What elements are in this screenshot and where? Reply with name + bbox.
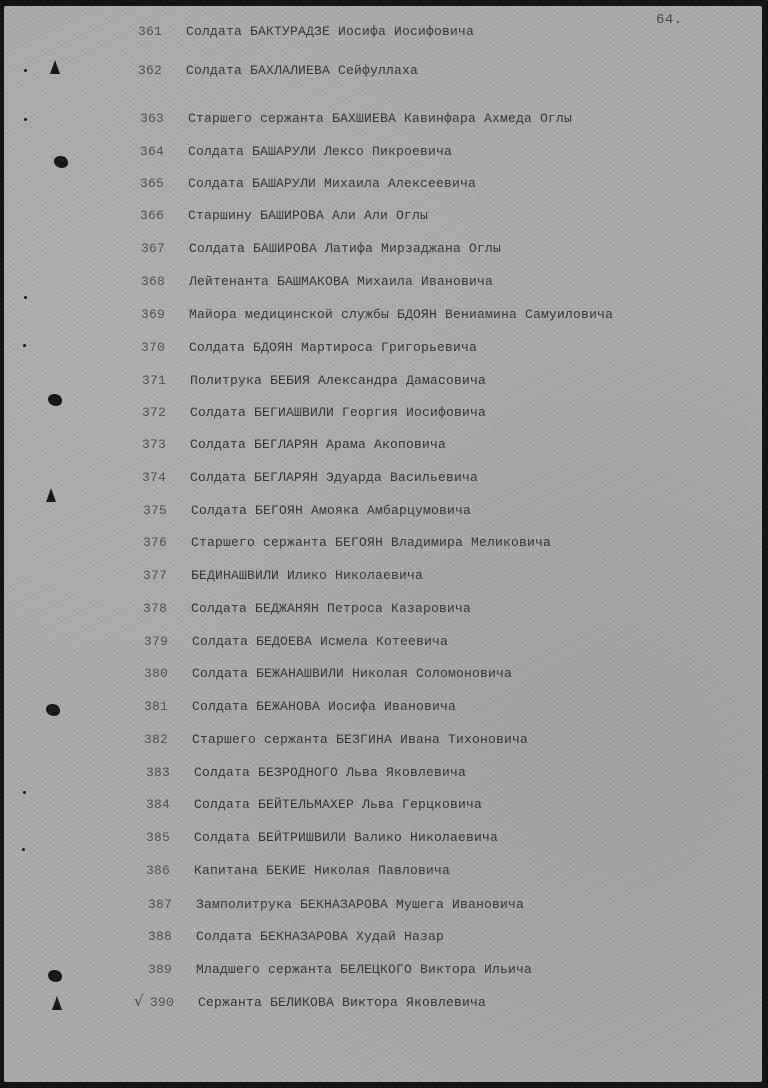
entry-number: 371 [142, 373, 167, 388]
entry-number: 374 [142, 470, 167, 485]
checkmark-margin-icon: √ [134, 992, 144, 1010]
paper-speck [24, 69, 27, 72]
list-entry [141, 340, 477, 355]
entry-number: 364 [140, 144, 165, 159]
list-entry [142, 373, 486, 388]
list-entry [138, 24, 474, 39]
entry-number: 365 [140, 176, 165, 191]
entry-number: 363 [140, 111, 165, 126]
list-entry [141, 241, 501, 256]
entry-number: 388 [148, 929, 173, 944]
entry-number: 376 [143, 535, 168, 550]
paper-speck [24, 296, 27, 299]
entry-number: 372 [142, 405, 167, 420]
entry-text: Лейтенанта БАШМАКОВА Михаила Ивановича [189, 274, 494, 289]
list-entry [146, 830, 498, 845]
page-number: 64. [656, 12, 683, 28]
entry-text: Солдата БАКТУРАДЗЕ Иосифа Иосифовича [186, 24, 475, 39]
entry-text: Солдата БЕДЖАНЯН Петроса Казаровича [191, 601, 472, 616]
list-entry [143, 601, 471, 616]
entry-text: Старшего сержанта БЕГОЯН Владимира Меликовича [191, 535, 552, 550]
entry-number: 387 [148, 897, 173, 912]
paper-speck [24, 118, 27, 121]
entry-text: Солдата БЕЖАНАШВИЛИ Николая Соломоновича [192, 666, 513, 681]
entry-text: Политрука БЕБИЯ Александра Дамасовича [190, 373, 487, 388]
entry-text: Солдата БЕГЛАРЯН Эдуарда Васильевича [190, 470, 479, 485]
entry-number: 383 [146, 765, 171, 780]
list-entry [140, 111, 572, 126]
list-entry [140, 176, 476, 191]
entry-text: Солдата БЕЙТРИШВИЛИ Валико Николаевича [194, 830, 499, 845]
entry-number: 361 [138, 24, 163, 39]
entry-text: Солдата БДОЯН Мартироса Григорьевича [189, 340, 478, 355]
punch-hole [48, 970, 62, 982]
punch-hole [48, 394, 62, 406]
list-entry [146, 797, 482, 812]
entry-number: 362 [138, 63, 163, 78]
entry-number: 368 [141, 274, 166, 289]
entry-number: 384 [146, 797, 171, 812]
entry-text: Солдата БЕЙТЕЛЬМАХЕР Льва Герцковича [194, 797, 483, 812]
entry-number: 382 [144, 732, 169, 747]
list-entry [138, 63, 418, 78]
entry-text: Солдата БАШИРОВА Латифа Мирзаджана Оглы [189, 241, 502, 256]
list-entry [144, 699, 456, 714]
list-entry [143, 535, 551, 550]
staple-hole-mark [52, 996, 62, 1010]
entry-number: 380 [144, 666, 169, 681]
entry-text: Майора медицинской службы БДОЯН Вениамина Самуиловича [189, 307, 614, 322]
entry-text: Старшину БАШИРОВА Али Али Оглы [188, 208, 429, 223]
entry-text: Солдата БЕДОЕВА Исмела Котеевича [192, 634, 449, 649]
entry-number: 379 [144, 634, 169, 649]
entry-number: 369 [141, 307, 166, 322]
entry-text: Младшего сержанта БЕЛЕЦКОГО Виктора Ильича [196, 962, 533, 977]
list-entry [144, 732, 528, 747]
entry-number: 386 [146, 863, 171, 878]
punch-hole [54, 156, 68, 168]
entry-number: 367 [141, 241, 166, 256]
list-entry [141, 307, 613, 322]
entry-text: Солдата БАШАРУЛИ Лексо Пикроевича [188, 144, 453, 159]
list-entry [142, 470, 478, 485]
punch-hole [46, 704, 60, 716]
entry-text: БЕДИНАШВИЛИ Илико Николаевича [191, 568, 424, 583]
paper-speck [22, 848, 25, 851]
list-entry [146, 765, 466, 780]
entry-number: 377 [143, 568, 168, 583]
staple-hole-mark [50, 60, 60, 74]
entry-number: 385 [146, 830, 171, 845]
staple-hole-mark [46, 488, 56, 502]
entry-number: 381 [144, 699, 169, 714]
list-entry [148, 897, 524, 912]
entry-number: 370 [141, 340, 166, 355]
entry-text: Солдата БЕЖАНОВА Иосифа Ивановича [192, 699, 457, 714]
list-entry [146, 863, 450, 878]
entry-number: 389 [148, 962, 173, 977]
entry-text: Замполитрука БЕКНАЗАРОВА Мушега Ивановича [196, 897, 525, 912]
entry-text: Солдата БЕГИАШВИЛИ Георгия Иосифовича [190, 405, 487, 420]
list-entry [143, 503, 471, 518]
entry-number: 375 [143, 503, 168, 518]
entry-text: Солдата БЕГЛАРЯН Арама Акоповича [190, 437, 447, 452]
list-entry [148, 929, 444, 944]
list-entry [141, 274, 493, 289]
entry-text: Солдата БЕГОЯН Амояка Амбарцумовича [191, 503, 472, 518]
list-entry [144, 634, 448, 649]
entry-text: Солдата БАХЛАЛИЕВА Сейфуллаха [186, 63, 419, 78]
list-entry [142, 437, 446, 452]
entry-text: Солдата БЕКНАЗАРОВА Худай Назар [196, 929, 445, 944]
paper-speck [23, 344, 26, 347]
list-entry [140, 208, 428, 223]
list-entry [144, 666, 512, 681]
list-entry [150, 995, 486, 1010]
document-page [4, 6, 762, 1082]
entry-number: 378 [143, 601, 168, 616]
entry-number: 373 [142, 437, 167, 452]
entry-text: Старшего сержанта БЕЗГИНА Ивана Тихоновича [192, 732, 529, 747]
entry-number: 366 [140, 208, 165, 223]
list-entry [148, 962, 532, 977]
list-entry [140, 144, 452, 159]
entry-number: 390 [150, 995, 175, 1010]
list-entry [142, 405, 486, 420]
entry-text: Сержанта БЕЛИКОВА Виктора Яковлевича [198, 995, 487, 1010]
paper-speck [23, 791, 26, 794]
entry-text: Старшего сержанта БАХШИЕВА Кавинфара Ахмеда Оглы [188, 111, 573, 126]
entry-text: Капитана БЕКИЕ Николая Павловича [194, 863, 451, 878]
list-entry [143, 568, 423, 583]
entry-text: Солдата БАШАРУЛИ Михаила Алексеевича [188, 176, 477, 191]
entry-text: Солдата БЕЗРОДНОГО Льва Яковлевича [194, 765, 467, 780]
